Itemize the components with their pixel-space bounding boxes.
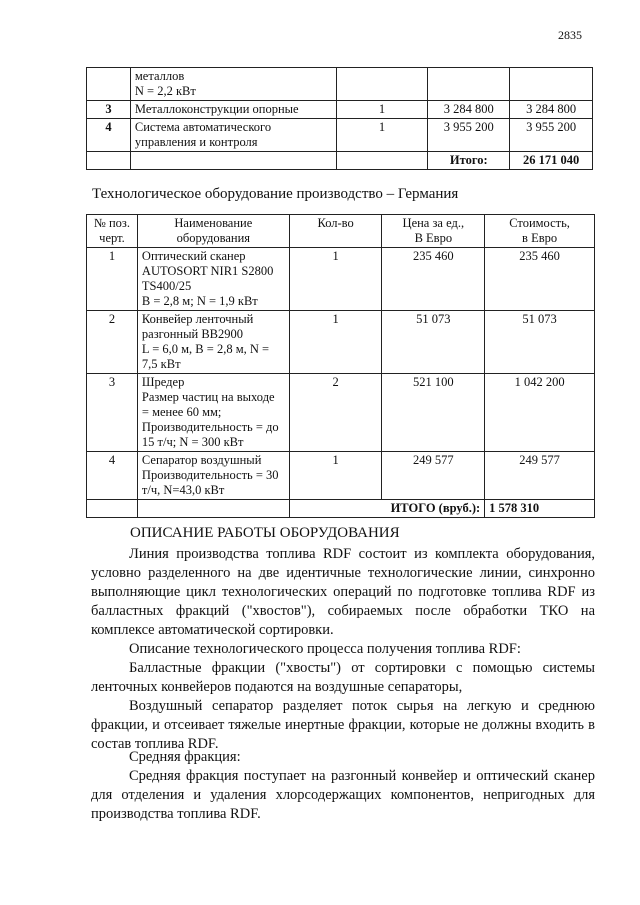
- row-name-line: N = 2,2 кВт: [134, 84, 196, 98]
- row-name-line: TS400/25: [141, 279, 192, 293]
- header-num: черт.: [99, 231, 125, 245]
- row-name-line: B = 2,8 м; N = 1,9 кВт: [141, 294, 258, 308]
- total-row: [87, 500, 595, 518]
- row-number: 4: [87, 119, 131, 152]
- description-heading: ОПИСАНИЕ РАБОТЫ ОБОРУДОВАНИЯ: [130, 525, 400, 541]
- row-name-line: L = 6,0 м, B = 2,8 м, N =: [141, 342, 270, 356]
- row-number: 2: [87, 311, 138, 374]
- table-row: [87, 119, 593, 152]
- row-name-line: Сепаратор воздушный: [141, 453, 262, 467]
- total-value: 26 171 040: [510, 152, 593, 170]
- row-cost: 3 955 200: [510, 119, 593, 152]
- row-name-line: AUTOSORT NIR1 S2800: [141, 264, 274, 278]
- row-name-line: Система автоматического: [134, 120, 272, 134]
- header-num: № поз.: [93, 216, 130, 230]
- table-row: [87, 101, 593, 119]
- row-name-line: Размер частиц на выходе: [141, 390, 275, 404]
- paragraph: Описание технологического процесса получения топлива RDF:: [129, 641, 521, 657]
- header-cost: в Евро: [522, 231, 558, 245]
- subheading: Средняя фракция:: [129, 749, 241, 765]
- row-qty: 2: [289, 374, 382, 452]
- table-header-row: [87, 215, 595, 248]
- cost-table-continued: [86, 67, 593, 170]
- row-price: 51 073: [382, 311, 485, 374]
- table-row: [87, 374, 595, 452]
- row-name-line: Производительность = до: [141, 420, 279, 434]
- total-row: [87, 152, 593, 170]
- row-qty: 1: [289, 248, 382, 311]
- row-name-line: металлов: [134, 69, 185, 83]
- table-row: [87, 248, 595, 311]
- row-price: 235 460: [382, 248, 485, 311]
- row-name-line: Конвейер ленточный: [141, 312, 254, 326]
- row-name-line: Оптический сканер: [141, 249, 246, 263]
- row-qty: 1: [336, 101, 428, 119]
- description-body: [91, 545, 595, 754]
- row-price: 521 100: [382, 374, 485, 452]
- row-cost: 249 577: [485, 452, 595, 500]
- table-row: [87, 452, 595, 500]
- header-name: Наименование: [174, 216, 253, 230]
- paragraph: Воздушный сепаратор разделяет поток сырья на легкую и среднюю фракции, и отсеивает тяжелые инертные фракции, которые не должны входить в состав топлива RDF.: [91, 698, 595, 752]
- header-name: оборудования: [176, 231, 251, 245]
- row-name: Металлоконструкции опорные: [130, 101, 336, 119]
- row-number: 1: [87, 248, 138, 311]
- row-cost: 51 073: [485, 311, 595, 374]
- section-title: Технологическое оборудование производство – Германия: [92, 186, 459, 202]
- row-price: 249 577: [382, 452, 485, 500]
- row-cost: 3 284 800: [510, 101, 593, 119]
- row-price: 3 955 200: [428, 119, 510, 152]
- row-cost: 1 042 200: [485, 374, 595, 452]
- total-label: Итого:: [428, 152, 510, 170]
- middle-fraction-section: [91, 748, 595, 824]
- row-number: 3: [87, 374, 138, 452]
- row-name-line: Шредер: [141, 375, 185, 389]
- row-cost: 235 460: [485, 248, 595, 311]
- row-qty: 1: [289, 311, 382, 374]
- row-qty: 1: [289, 452, 382, 500]
- row-qty: 1: [336, 119, 428, 152]
- row-number: 3: [87, 101, 131, 119]
- row-name-line: разгонный BB2900: [141, 327, 243, 341]
- equipment-table: [86, 214, 595, 518]
- page-number: 2835: [558, 28, 582, 42]
- table-row: [87, 311, 595, 374]
- row-name-line: т/ч, N=43,0 кВт: [141, 483, 225, 497]
- row-name-line: 7,5 кВт: [141, 357, 181, 371]
- total-label: ИТОГО (вруб.):: [289, 500, 484, 518]
- header-cost: Стоимость,: [509, 216, 570, 230]
- header-price: В Евро: [414, 231, 453, 245]
- paragraph: Линия производства топлива RDF состоит из комплекта оборудования, условно разделенного на две идентичные технологические линии, синхронно выполняющие цикл технологических операций по подготовке топлива RDF из балластных фракций ("хвостов"), собираемых после обработки ТКО на комплексе автоматической сортировки.: [91, 546, 595, 638]
- total-value: 1 578 310: [485, 500, 595, 518]
- paragraph: Средняя фракция поступает на разгонный конвейер и оптический сканер для отделения и удаления хлорсодержащих компонентов, непригодных для производства топлива RDF.: [91, 768, 595, 822]
- row-price: 3 284 800: [428, 101, 510, 119]
- row-name-line: 15 т/ч; N = 300 кВт: [141, 435, 244, 449]
- paragraph: Балластные фракции ("хвосты") от сортировки с помощью системы ленточных конвейеров подаются на воздушные сепараторы,: [91, 660, 595, 695]
- header-qty: Кол-во: [289, 215, 382, 248]
- table-row: [87, 68, 593, 101]
- header-price: Цена за ед.,: [402, 216, 465, 230]
- row-name-line: = менее 60 мм;: [141, 405, 222, 419]
- row-number: 4: [87, 452, 138, 500]
- row-name-line: управления и контроля: [134, 135, 258, 149]
- row-name-line: Производительность = 30: [141, 468, 279, 482]
